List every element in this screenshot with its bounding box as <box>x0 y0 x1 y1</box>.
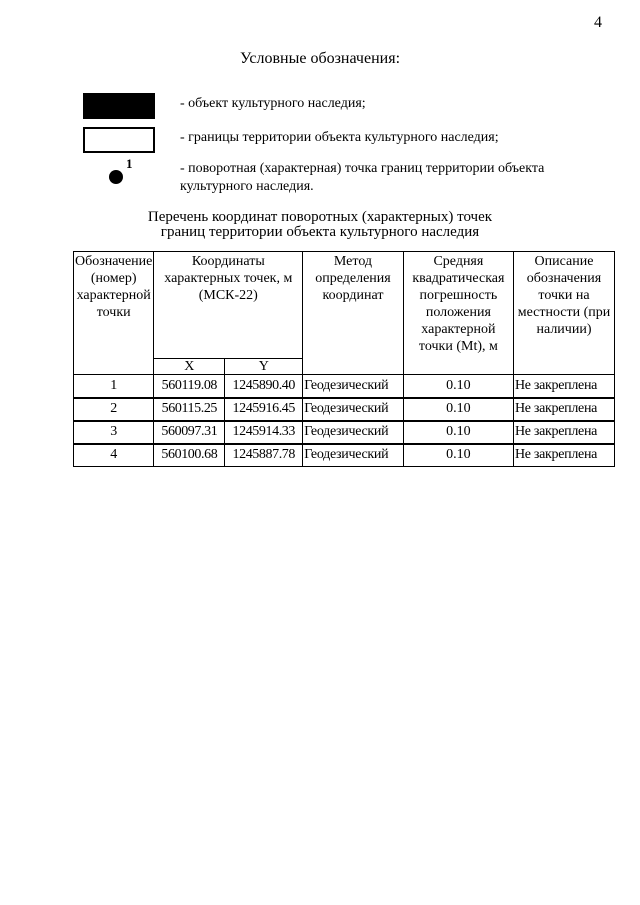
legend-text: - поворотная (характерная) точка границ территории объекта культурного наследия. <box>180 161 545 194</box>
header-method: Метод определения координат <box>303 252 404 375</box>
outlined-rectangle-icon <box>83 127 155 153</box>
legend-text: - объект культурного наследия; <box>180 96 366 111</box>
filled-rectangle-icon <box>83 93 155 119</box>
cell-y: 1245887.78 <box>225 444 303 467</box>
table-row <box>74 421 615 444</box>
header-description: Описание обозначения точки на местности (при наличии) <box>513 252 614 375</box>
cell-description: Не закреплена <box>513 375 614 398</box>
cell-description: Не закреплена <box>513 444 614 467</box>
header-coordinates: Координаты характерных точек, м (МСК-22) <box>154 252 303 359</box>
cell-accuracy: 0.10 <box>403 375 513 398</box>
table-title <box>0 210 640 240</box>
cell-x: 560100.68 <box>154 444 225 467</box>
turning-point-dot-icon <box>109 170 123 184</box>
cell-description: Не закреплена <box>513 398 614 421</box>
turning-point-number: 1 <box>126 156 133 171</box>
cell-accuracy: 0.10 <box>403 421 513 444</box>
table-row <box>74 398 615 421</box>
cell-method: Геодезический <box>303 421 404 444</box>
cell-y: 1245914.33 <box>225 421 303 444</box>
cell-description: Не закреплена <box>513 421 614 444</box>
cell-method: Геодезический <box>303 444 404 467</box>
page-number: 4 <box>594 14 602 31</box>
legend-text: - границы территории объекта культурного наследия; <box>180 130 499 145</box>
cell-num: 2 <box>74 398 154 421</box>
header-y: Y <box>225 359 303 375</box>
legend-title: Условные обозначения: <box>239 50 401 67</box>
cell-x: 560097.31 <box>154 421 225 444</box>
header-designation: Обозначение (номер) характерной точки <box>74 252 154 375</box>
cell-accuracy: 0.10 <box>403 398 513 421</box>
table-title-line-1: Перечень координат поворотных (характерных) точек <box>147 209 493 225</box>
cell-x: 560115.25 <box>154 398 225 421</box>
header-accuracy: Средняя квадратическая погрешность положения характерной точки (Mt), м <box>403 252 513 375</box>
table-title-line-2: границ территории объекта культурного наследия <box>160 224 480 240</box>
cell-num: 3 <box>74 421 154 444</box>
cell-method: Геодезический <box>303 398 404 421</box>
table-row <box>74 375 615 398</box>
cell-accuracy: 0.10 <box>403 444 513 467</box>
coordinates-table <box>73 251 615 467</box>
header-x: X <box>154 359 225 375</box>
table-row <box>74 444 615 467</box>
cell-num: 4 <box>74 444 154 467</box>
cell-num: 1 <box>74 375 154 398</box>
cell-y: 1245890.40 <box>225 375 303 398</box>
cell-y: 1245916.45 <box>225 398 303 421</box>
cell-x: 560119.08 <box>154 375 225 398</box>
cell-method: Геодезический <box>303 375 404 398</box>
